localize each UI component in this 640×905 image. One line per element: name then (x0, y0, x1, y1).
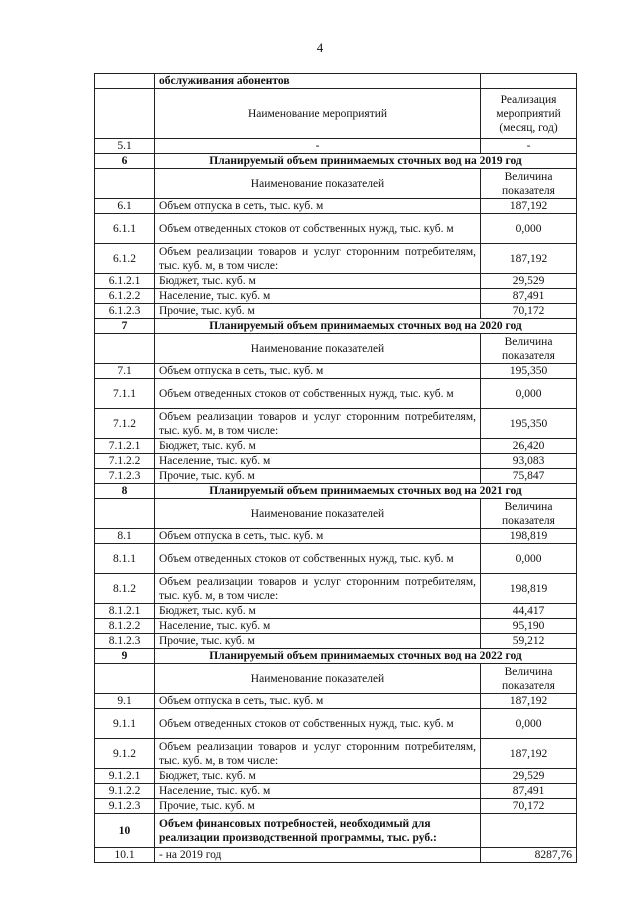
row-name: Прочие, тыс. куб. м (155, 304, 481, 319)
row-name: Объем отпуска в сеть, тыс. куб. м (155, 199, 481, 214)
cell-empty (95, 499, 155, 529)
row-value: 70,172 (481, 304, 577, 319)
table-row (95, 379, 577, 409)
row-value: 26,420 (481, 439, 577, 454)
row-value: 0,000 (481, 544, 577, 574)
table-row (95, 244, 577, 274)
table-row (95, 409, 577, 439)
section-title: Планируемый объем принимаемых сточных вод на 2019 год (155, 154, 577, 169)
table-row (95, 274, 577, 289)
row-value: 29,529 (481, 769, 577, 784)
row-name: Объем отведенных стоков от собственных нужд, тыс. куб. м (155, 544, 481, 574)
row-value: 70,172 (481, 799, 577, 814)
production-program-table (94, 73, 577, 863)
cell-empty (95, 89, 155, 139)
header-value: Величина показателя (481, 664, 577, 694)
row-value: 0,000 (481, 214, 577, 244)
row-number: 7.1.2.2 (95, 454, 155, 469)
row-value: - (481, 139, 577, 154)
finance-title-row (95, 814, 577, 848)
cell-empty (95, 169, 155, 199)
row-name: Объем отведенных стоков от собственных нужд, тыс. куб. м (155, 214, 481, 244)
row-number: 7.1 (95, 364, 155, 379)
row-number: 8.1.2 (95, 574, 155, 604)
row-number: 6.1.2.1 (95, 274, 155, 289)
row-value: 0,000 (481, 379, 577, 409)
table-row (95, 604, 577, 619)
section-title-row (95, 154, 577, 169)
section-title: Планируемый объем принимаемых сточных вод на 2022 год (155, 649, 577, 664)
row-value: 8287,76 (481, 848, 577, 863)
section-number: 10 (95, 814, 155, 848)
table-row (95, 214, 577, 244)
row-name: Бюджет, тыс. куб. м (155, 769, 481, 784)
row-number: 6.1 (95, 199, 155, 214)
row-number: 9.1.2 (95, 739, 155, 769)
table-row (95, 709, 577, 739)
row-number: 9.1.2.1 (95, 769, 155, 784)
row-value: 187,192 (481, 694, 577, 709)
row-name: Бюджет, тыс. куб. м (155, 274, 481, 289)
header-name: Наименование показателей (155, 169, 481, 199)
row-number: 8.1.2.1 (95, 604, 155, 619)
header-name: Наименование мероприятий (155, 89, 481, 139)
row-name: Бюджет, тыс. куб. м (155, 439, 481, 454)
header-name: Наименование показателей (155, 499, 481, 529)
cell-empty (481, 814, 577, 848)
section-title-row (95, 649, 577, 664)
row-name: Объем реализации товаров и услуг сторонним потребителям, тыс. куб. м, в том числе: (155, 244, 481, 274)
table-row (95, 544, 577, 574)
row-name: Объем отведенных стоков от собственных нужд, тыс. куб. м (155, 379, 481, 409)
table-row (95, 439, 577, 454)
table-row (95, 769, 577, 784)
row-number: 9.1.2.3 (95, 799, 155, 814)
section-header-row (95, 169, 577, 199)
row-number: 6.1.2.3 (95, 304, 155, 319)
finance-title: Объем финансовых потребностей, необходимый для реализации производственной программы, тыс. руб.: (155, 814, 481, 848)
row-value: 95,190 (481, 619, 577, 634)
row-name: Объем реализации товаров и услуг сторонним потребителям, тыс. куб. м, в том числе: (155, 574, 481, 604)
row-number: 7.1.2.1 (95, 439, 155, 454)
row-number: 6.1.1 (95, 214, 155, 244)
table-row (95, 634, 577, 649)
row-name: Население, тыс. куб. м (155, 289, 481, 304)
row-value: 195,350 (481, 409, 577, 439)
section-title: Планируемый объем принимаемых сточных вод на 2020 год (155, 319, 577, 334)
row-name: Прочие, тыс. куб. м (155, 634, 481, 649)
continuation-label: обслуживания абонентов (155, 74, 481, 89)
row-name: Объем отпуска в сеть, тыс. куб. м (155, 694, 481, 709)
row-number: 9.1.2.2 (95, 784, 155, 799)
row-number: 8.1.2.2 (95, 619, 155, 634)
section-number: 8 (95, 484, 155, 499)
row-value: 0,000 (481, 709, 577, 739)
row-name: Бюджет, тыс. куб. м (155, 604, 481, 619)
row-name: Прочие, тыс. куб. м (155, 469, 481, 484)
row-name: Объем отпуска в сеть, тыс. куб. м (155, 364, 481, 379)
row-name: Объем отведенных стоков от собственных нужд, тыс. куб. м (155, 709, 481, 739)
section-header-row (95, 664, 577, 694)
continuation-row (95, 74, 577, 89)
header-value: Реализация мероприятий (месяц, год) (481, 89, 577, 139)
row-value: 187,192 (481, 244, 577, 274)
table-row (95, 469, 577, 484)
row-name: Прочие, тыс. куб. м (155, 799, 481, 814)
page-number: 4 (316, 40, 324, 55)
table-row (95, 619, 577, 634)
row-number: 7.1.1 (95, 379, 155, 409)
table-row (95, 199, 577, 214)
row-number: 9.1.1 (95, 709, 155, 739)
row-value: 59,212 (481, 634, 577, 649)
table-row (95, 574, 577, 604)
row-name: Население, тыс. куб. м (155, 784, 481, 799)
row-value: 87,491 (481, 784, 577, 799)
row-name: Население, тыс. куб. м (155, 454, 481, 469)
row-value: 198,819 (481, 529, 577, 544)
row-value: 187,192 (481, 739, 577, 769)
table-row (95, 694, 577, 709)
row-value: 195,350 (481, 364, 577, 379)
header-value: Величина показателя (481, 169, 577, 199)
row-number: 9.1 (95, 694, 155, 709)
table-row (95, 799, 577, 814)
row-value: 29,529 (481, 274, 577, 289)
table-row (95, 848, 577, 863)
table-row (95, 304, 577, 319)
table-row (95, 784, 577, 799)
header-name: Наименование показателей (155, 334, 481, 364)
table-row (95, 739, 577, 769)
row-value: 75,847 (481, 469, 577, 484)
row-number: 6.1.2 (95, 244, 155, 274)
row-number: 8.1.2.3 (95, 634, 155, 649)
row-value: 44,417 (481, 604, 577, 619)
section-header-row (95, 334, 577, 364)
row-name: Объем отпуска в сеть, тыс. куб. м (155, 529, 481, 544)
header-value: Величина показателя (481, 499, 577, 529)
row-number: 5.1 (95, 139, 155, 154)
row-number: 7.1.2 (95, 409, 155, 439)
row-name: - на 2019 год (155, 848, 481, 863)
section-header-row (95, 499, 577, 529)
section-number: 6 (95, 154, 155, 169)
section-number: 9 (95, 649, 155, 664)
cell-empty (481, 74, 577, 89)
cell-empty (95, 334, 155, 364)
section-title-row (95, 319, 577, 334)
table-row (95, 139, 577, 154)
row-value: 93,083 (481, 454, 577, 469)
row-number: 8.1 (95, 529, 155, 544)
row-name: Объем реализации товаров и услуг сторонним потребителям, тыс. куб. м, в том числе: (155, 409, 481, 439)
row-number: 7.1.2.3 (95, 469, 155, 484)
table-row (95, 454, 577, 469)
section-number: 7 (95, 319, 155, 334)
cell-empty (95, 664, 155, 694)
row-number: 8.1.1 (95, 544, 155, 574)
header-row (95, 89, 577, 139)
row-value: 187,192 (481, 199, 577, 214)
table-row (95, 364, 577, 379)
row-name: Объем реализации товаров и услуг сторонним потребителям, тыс. куб. м, в том числе: (155, 739, 481, 769)
section-title: Планируемый объем принимаемых сточных вод на 2021 год (155, 484, 577, 499)
row-value: 87,491 (481, 289, 577, 304)
row-number: 6.1.2.2 (95, 289, 155, 304)
table-row (95, 289, 577, 304)
row-name: - (155, 139, 481, 154)
header-name: Наименование показателей (155, 664, 481, 694)
row-value: 198,819 (481, 574, 577, 604)
row-name: Население, тыс. куб. м (155, 619, 481, 634)
cell-empty (95, 74, 155, 89)
row-number: 10.1 (95, 848, 155, 863)
table-row (95, 529, 577, 544)
header-value: Величина показателя (481, 334, 577, 364)
section-title-row (95, 484, 577, 499)
